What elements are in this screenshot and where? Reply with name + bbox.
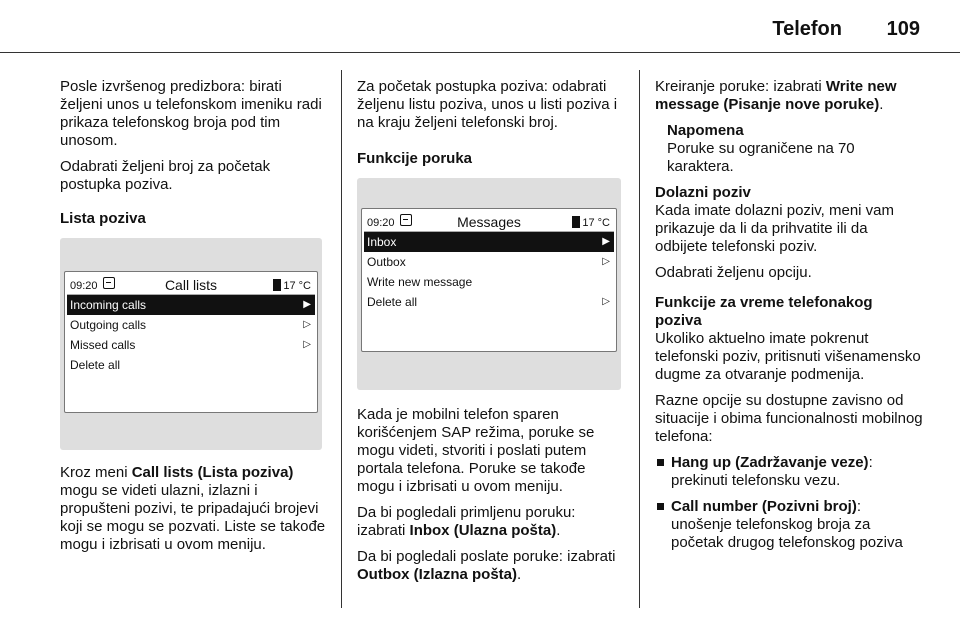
screen-title: Call lists: [164, 277, 218, 293]
clock: 09:20: [367, 217, 395, 229]
thermometer-icon: [273, 279, 281, 291]
menu-item-delete-all[interactable]: Delete all ▷: [364, 292, 614, 312]
menu-item-write-new-message[interactable]: Write new message: [367, 275, 473, 289]
menu-item-delete-all[interactable]: Delete all: [70, 358, 121, 372]
paragraph: Razne opcije su dostupne zavisno od situacije i obima funcionalnosti mobilnog telefona:: [655, 392, 923, 445]
messages-figure: [357, 178, 621, 390]
screen-title: Messages: [457, 214, 521, 230]
chevron-right-icon: ▷: [303, 339, 311, 350]
chevron-right-icon: ▶: [303, 299, 311, 310]
temperature: 17 °C: [572, 214, 610, 232]
display-screen: [64, 271, 318, 413]
section-heading: Lista poziva: [60, 210, 146, 227]
paragraph: Posle izvršenog predizbora: birati željeni unos u telefonskom imeniku radi prikaza telefonskog broja pod tim unosom.: [60, 78, 322, 149]
page-header: [0, 0, 960, 48]
clock: 09:20: [70, 280, 98, 292]
menu-item-incoming-calls[interactable]: Incoming calls ▶: [67, 295, 315, 315]
chevron-right-icon: ▷: [602, 256, 610, 267]
chevron-right-icon: ▷: [602, 296, 610, 307]
paragraph: Kada imate dolazni poziv, meni vam prikazuje da li da prihvatite ili da odbijete telefonski poziv.: [655, 202, 895, 255]
menu-list: [364, 231, 614, 312]
paragraph: Odabrati željenu opciju.: [655, 264, 812, 281]
column-3: [655, 78, 923, 560]
menu-item-inbox[interactable]: Inbox ▶: [364, 232, 614, 252]
call-lists-figure: [60, 238, 322, 450]
chevron-right-icon: ▶: [602, 236, 610, 247]
column-2: [357, 78, 625, 592]
list-item: Call number (Pozivni broj): unošenje telefonskog broja za početak drugog telefonskog poziva: [655, 498, 923, 552]
paragraph: Kreiranje poruke: izabrati Write new message (Pisanje nove poruke).: [655, 78, 897, 113]
paragraph: Kada je mobilni telefon sparen korišćenjem SAP režima, poruke se mogu videti, stvoriti i poslati putem portala telefona. Poruke se takođe mogu i izbrisati u ovom meniju.: [357, 406, 595, 495]
menu-item-outgoing-calls[interactable]: Outgoing calls ▷: [67, 315, 315, 335]
status-bar: [362, 209, 616, 231]
menu-reference: Outbox (Izlazna pošta): [357, 566, 518, 583]
options-list: [655, 454, 923, 552]
paragraph: Za početak postupka poziva: odabrati željenu listu poziva, unos u listi poziva i na kraju željeni telefonski broj.: [357, 78, 618, 131]
page-number: 109: [886, 18, 920, 40]
menu-item-outbox[interactable]: Outbox ▷: [364, 252, 614, 272]
menu-item-missed-calls[interactable]: Missed calls ▷: [67, 335, 315, 355]
temperature: 17 °C: [273, 277, 311, 295]
menu-list: [67, 294, 315, 375]
note-text: Poruke su ograničene na 70 karaktera.: [667, 140, 855, 175]
paragraph: Kroz meni Call lists (Lista poziva) mogu se videti ulazni, izlazni i propušteni pozivi, te pripadajući brojevi koji se mogu se pozvati. Liste se takođe mogu i izbrisati u ovom meniju.: [60, 464, 326, 553]
menu-reference: Call lists (Lista poziva): [131, 464, 294, 481]
page-title: Telefon: [772, 18, 842, 40]
column-divider: [639, 70, 640, 608]
paragraph: Da bi pogledali primljenu poruku: izabrati Inbox (Ulazna pošta).: [357, 504, 576, 539]
chevron-right-icon: ▷: [303, 319, 311, 330]
section-heading: Funkcije za vreme telefonakog poziva: [655, 294, 873, 329]
display-screen: [361, 208, 617, 352]
note-title: Napomena: [667, 122, 744, 139]
paragraph: Ukoliko aktuelno imate pokrenut telefonski poziv, pritisnuti višenamensko dugme za otvaranje podmenija.: [655, 330, 921, 383]
thermometer-icon: [572, 216, 580, 228]
note-box: [655, 122, 923, 176]
paragraph: Da bi pogledali poslate poruke: izabrati Outbox (Izlazna pošta).: [357, 548, 616, 583]
header-divider: [0, 52, 960, 53]
list-item: Hang up (Zadržavanje veze): prekinuti telefonsku vezu.: [655, 454, 923, 490]
column-divider: [341, 70, 342, 608]
bullet-square-icon: [657, 503, 664, 510]
section-heading: Dolazni poziv: [655, 184, 751, 201]
bullet-square-icon: [657, 459, 664, 466]
section-heading: Funkcije poruka: [357, 150, 473, 167]
menu-reference: Inbox (Ulazna pošta): [409, 522, 557, 539]
menu-reference: Write new message (Pisanje nove poruke): [655, 78, 897, 113]
paragraph: Odabrati željeni broj za početak postupka poziva.: [60, 158, 271, 193]
status-bar: [65, 272, 317, 294]
column-1: [60, 78, 328, 562]
